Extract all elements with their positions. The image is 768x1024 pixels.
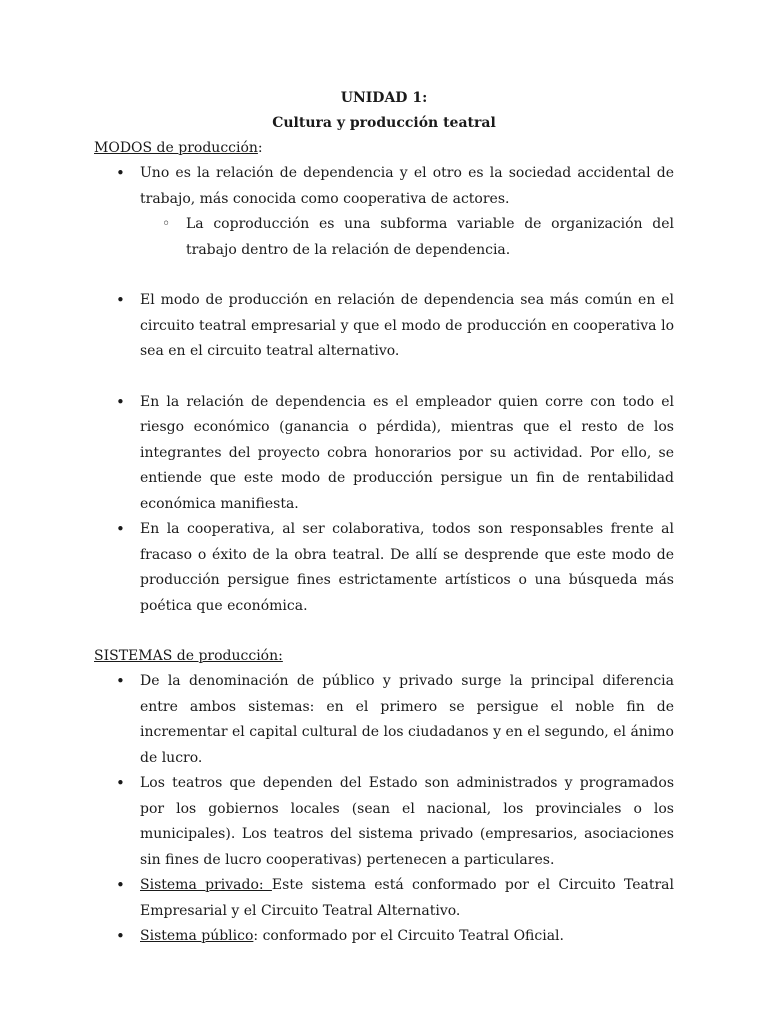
document-body (94, 86, 674, 950)
modos-sublist (140, 212, 674, 263)
sistemas-list (94, 669, 674, 950)
page-subtitle: Cultura y producción teatral (272, 115, 496, 131)
page-title: UNIDAD 1: (340, 90, 428, 106)
sistemas-heading (94, 644, 674, 669)
list-item (94, 924, 674, 950)
modos-heading-colon: : (257, 140, 263, 156)
sistemas-heading-label: SISTEMAS de producción: (94, 648, 283, 664)
modos-heading-label: MODOS de producción (94, 140, 258, 156)
sistema-publico-text: : conformado por el Circuito Teatral Oficial. (253, 928, 564, 944)
list-item (94, 161, 674, 263)
sublist-item: ◦ La coproducción es una subforma variable de organización del trabajo dentro de la relación de dependencia. (140, 212, 674, 263)
section-spacer (94, 619, 674, 644)
list-item: • En la cooperativa, al ser colaborativa, todos son responsables frente al fracaso o éxito de la obra teatral. De allí se desprende que este modo de producción persigue fines estrictamente artísticos o una búsqueda más poética que económica. (94, 517, 674, 619)
list-item (94, 873, 674, 924)
modos-heading (94, 136, 674, 161)
sistema-privado-label: Sistema privado: (140, 877, 272, 893)
modos-list (94, 161, 674, 619)
list-item: • El modo de producción en relación de dependencia sea más común en el circuito teatral empresarial y que el modo de producción en cooperativa lo sea en el circuito teatral alternativo. (94, 288, 674, 365)
sistema-publico-label: Sistema público (140, 928, 254, 944)
list-item: • De la denominación de público y privado surge la principal diferencia entre ambos sistemas: en el primero se persigue el noble fin de incrementar el capital cultural de los ciudadanos y en el segundo, el ánimo de lucro. (94, 669, 674, 771)
list-item: • Los teatros que dependen del Estado son administrados y programados por los gobiernos locales (sean el nacional, los provinciales o los municipales). Los teatros del sistema privado (empresarios, asociaciones sin fines de lucro cooperativas) pertenecen a particulares. (94, 771, 674, 873)
list-item: • En la relación de dependencia es el empleador quien corre con todo el riesgo económico (ganancia o pérdida), mientras que el resto de los integrantes del proyecto cobra honorarios por su actividad. Por ello, se entiende que este modo de producción persigue un fin de rentabilidad económica manifiesta. (94, 390, 674, 518)
sistema-privado-text: Este sistema está conformado por el Circuito Teatral Empresarial y el Circuito Teatral Alternativo. (140, 877, 674, 919)
modos-item-1-text: Uno es la relación de dependencia y el otro es la sociedad accidental de trabajo, más conocida como cooperativa de actores. (140, 165, 674, 207)
